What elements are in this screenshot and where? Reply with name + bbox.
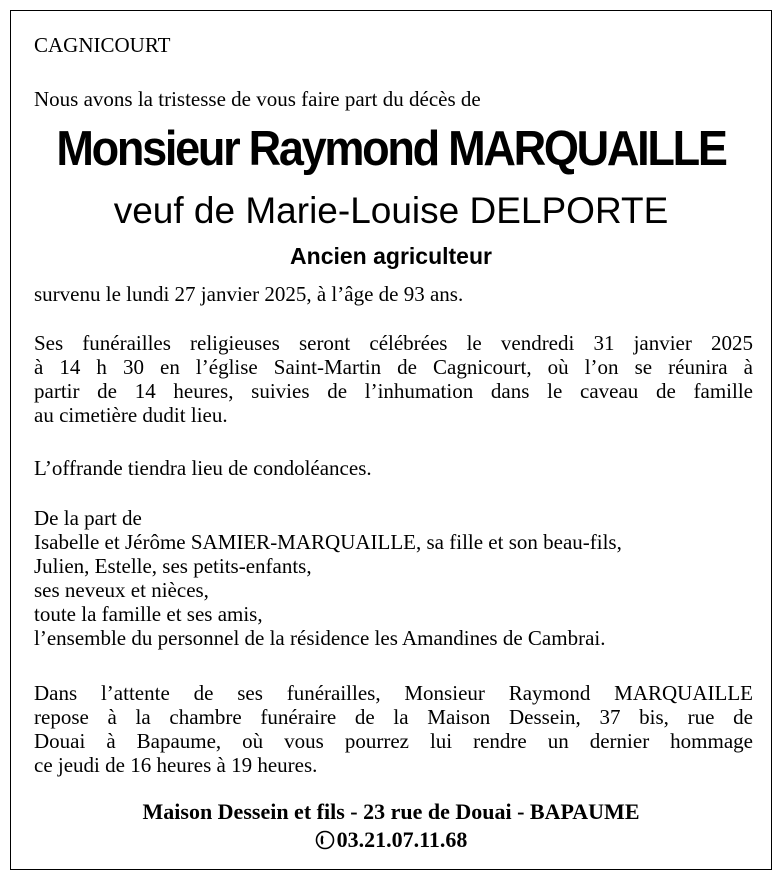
intro-text: Nous avons la tristesse de vous faire part du décès de	[34, 87, 481, 111]
family-line: toute la famille et ses amis,	[34, 602, 263, 626]
obituary-notice	[10, 10, 772, 870]
family-line: Julien, Estelle, ses petits-enfants,	[34, 554, 312, 578]
family-line: Isabelle et Jérôme SAMIER-MARQUAILLE, sa fille et son beau-fils,	[34, 530, 622, 554]
repose-paragraph	[34, 681, 753, 777]
repose-line: repose à la chambre funéraire de la Maison Dessein, 37 bis, rue de	[34, 705, 753, 729]
funeral-line: à 14 h 30 en l’église Saint-Martin de Cagnicourt, où l’on se réunira à	[34, 355, 753, 379]
funeral-line: partir de 14 heures, suivies de l’inhumation dans le caveau de famille	[34, 379, 753, 403]
family-line: ses neveux et nièces,	[34, 578, 209, 602]
phone-number: 03.21.07.11.68	[336, 827, 468, 852]
phone-icon	[315, 830, 335, 850]
offering-text: L’offrande tiendra lieu de condoléances.	[34, 456, 372, 480]
death-date: survenu le lundi 27 janvier 2025, à l’âge de 93 ans.	[34, 282, 464, 306]
funeral-line: au cimetière dudit lieu.	[34, 403, 228, 427]
town-name: CAGNICOURT	[34, 33, 171, 57]
family-list	[34, 506, 753, 650]
funeral-paragraph	[34, 331, 753, 427]
funeral-line: Ses funérailles religieuses seront célébrées le vendredi 31 janvier 2025	[34, 331, 753, 355]
funeral-home-address: Maison Dessein et fils - 23 rue de Douai - BAPAUME	[142, 799, 640, 824]
family-line: De la part de	[34, 506, 142, 530]
funeral-home-footer	[11, 798, 771, 857]
family-line: l’ensemble du personnel de la résidence les Amandines de Cambrai.	[34, 626, 606, 650]
repose-line: Dans l’attente de ses funérailles, Monsieur Raymond MARQUAILLE	[34, 681, 753, 705]
repose-line: ce jeudi de 16 heures à 19 heures.	[34, 753, 318, 777]
deceased-name: Monsieur Raymond MARQUAILLE	[56, 122, 726, 176]
repose-line: Douai à Bapaume, où vous pourrez lui rendre un dernier hommage	[34, 729, 753, 753]
occupation: Ancien agriculteur	[290, 243, 492, 269]
widow-of: veuf de Marie-Louise DELPORTE	[113, 190, 669, 231]
phone-row	[315, 826, 468, 854]
